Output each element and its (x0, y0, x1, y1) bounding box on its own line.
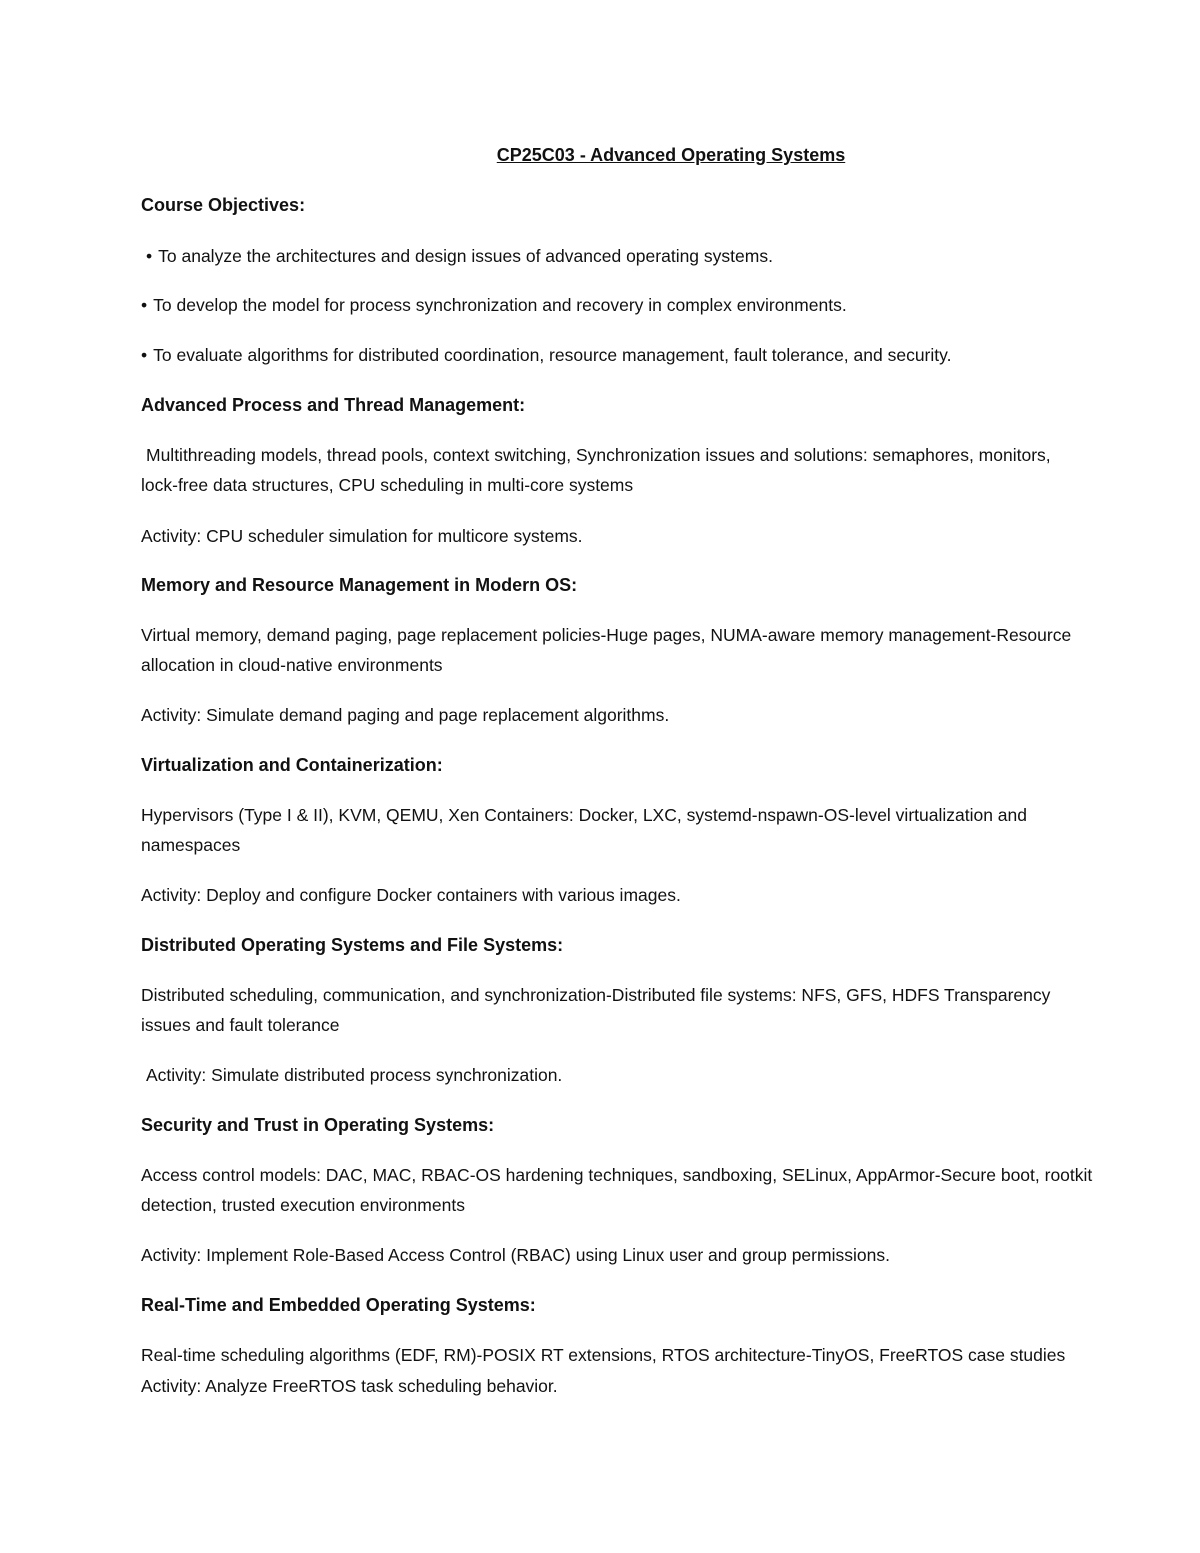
unit-heading: Advanced Process and Thread Management: (141, 395, 526, 415)
unit-activity: Activity: Simulate demand paging and page replacement algorithms. (141, 705, 670, 725)
unit-content-line: Real-time scheduling algorithms (EDF, RM)-POSIX RT extensions, RTOS architecture-TinyOS, FreeRTOS case studies (141, 1345, 1066, 1365)
objective-item (141, 290, 847, 320)
unit-content-line: Virtual memory, demand paging, page replacement policies-Huge pages, NUMA-aware memory management-Resource (141, 625, 1072, 645)
bullet-icon: • (146, 246, 153, 266)
unit-activity: Activity: CPU scheduler simulation for multicore systems. (141, 526, 583, 546)
unit-content-line: Hypervisors (Type I & II), KVM, QEMU, Xen Containers: Docker, LXC, systemd-nspawn-OS-level virtualization and (141, 805, 1028, 825)
objective-text: To develop the model for process synchronization and recovery in complex environments. (153, 295, 847, 315)
unit-heading: Memory and Resource Management in Modern OS: (141, 575, 578, 595)
objectives-heading: Course Objectives: (141, 195, 306, 215)
unit-heading: Distributed Operating Systems and File Systems: (141, 935, 564, 955)
unit-activity: Activity: Analyze FreeRTOS task scheduling behavior. (141, 1376, 558, 1396)
objective-text: To analyze the architectures and design issues of advanced operating systems. (158, 246, 773, 266)
unit-content-line: detection, trusted execution environments (141, 1195, 465, 1215)
bullet-icon: • (141, 345, 148, 365)
unit-content-line: namespaces (141, 835, 241, 855)
unit-heading: Virtualization and Containerization: (141, 755, 443, 775)
unit-content-line: Distributed scheduling, communication, and synchronization-Distributed file systems: NFS, GFS, HDFS Transparency (141, 985, 1051, 1005)
bullet-icon: • (141, 295, 148, 315)
unit-content-line: allocation in cloud-native environments (141, 655, 443, 675)
unit-heading: Real-Time and Embedded Operating Systems: (141, 1295, 536, 1315)
unit-content-line: lock-free data structures, CPU scheduling in multi-core systems (141, 475, 634, 495)
objective-item (141, 340, 951, 370)
unit-activity: Activity: Simulate distributed process synchronization. (146, 1065, 563, 1085)
unit-activity: Activity: Implement Role-Based Access Control (RBAC) using Linux user and group permissions. (141, 1245, 890, 1265)
unit-content-line: Access control models: DAC, MAC, RBAC-OS hardening techniques, sandboxing, SELinux, AppArmor-Secure boot, rootkit (141, 1165, 1093, 1185)
unit-activity: Activity: Deploy and configure Docker containers with various images. (141, 885, 681, 905)
page-title: CP25C03 - Advanced Operating Systems (496, 145, 846, 165)
objective-text: To evaluate algorithms for distributed coordination, resource management, fault tolerance, and security. (153, 345, 952, 365)
unit-content-line: Multithreading models, thread pools, context switching, Synchronization issues and solutions: semaphores, monitors, (146, 445, 1051, 465)
objective-item (146, 241, 773, 271)
unit-heading: Security and Trust in Operating Systems: (141, 1115, 495, 1135)
unit-content-line: issues and fault tolerance (141, 1015, 340, 1035)
